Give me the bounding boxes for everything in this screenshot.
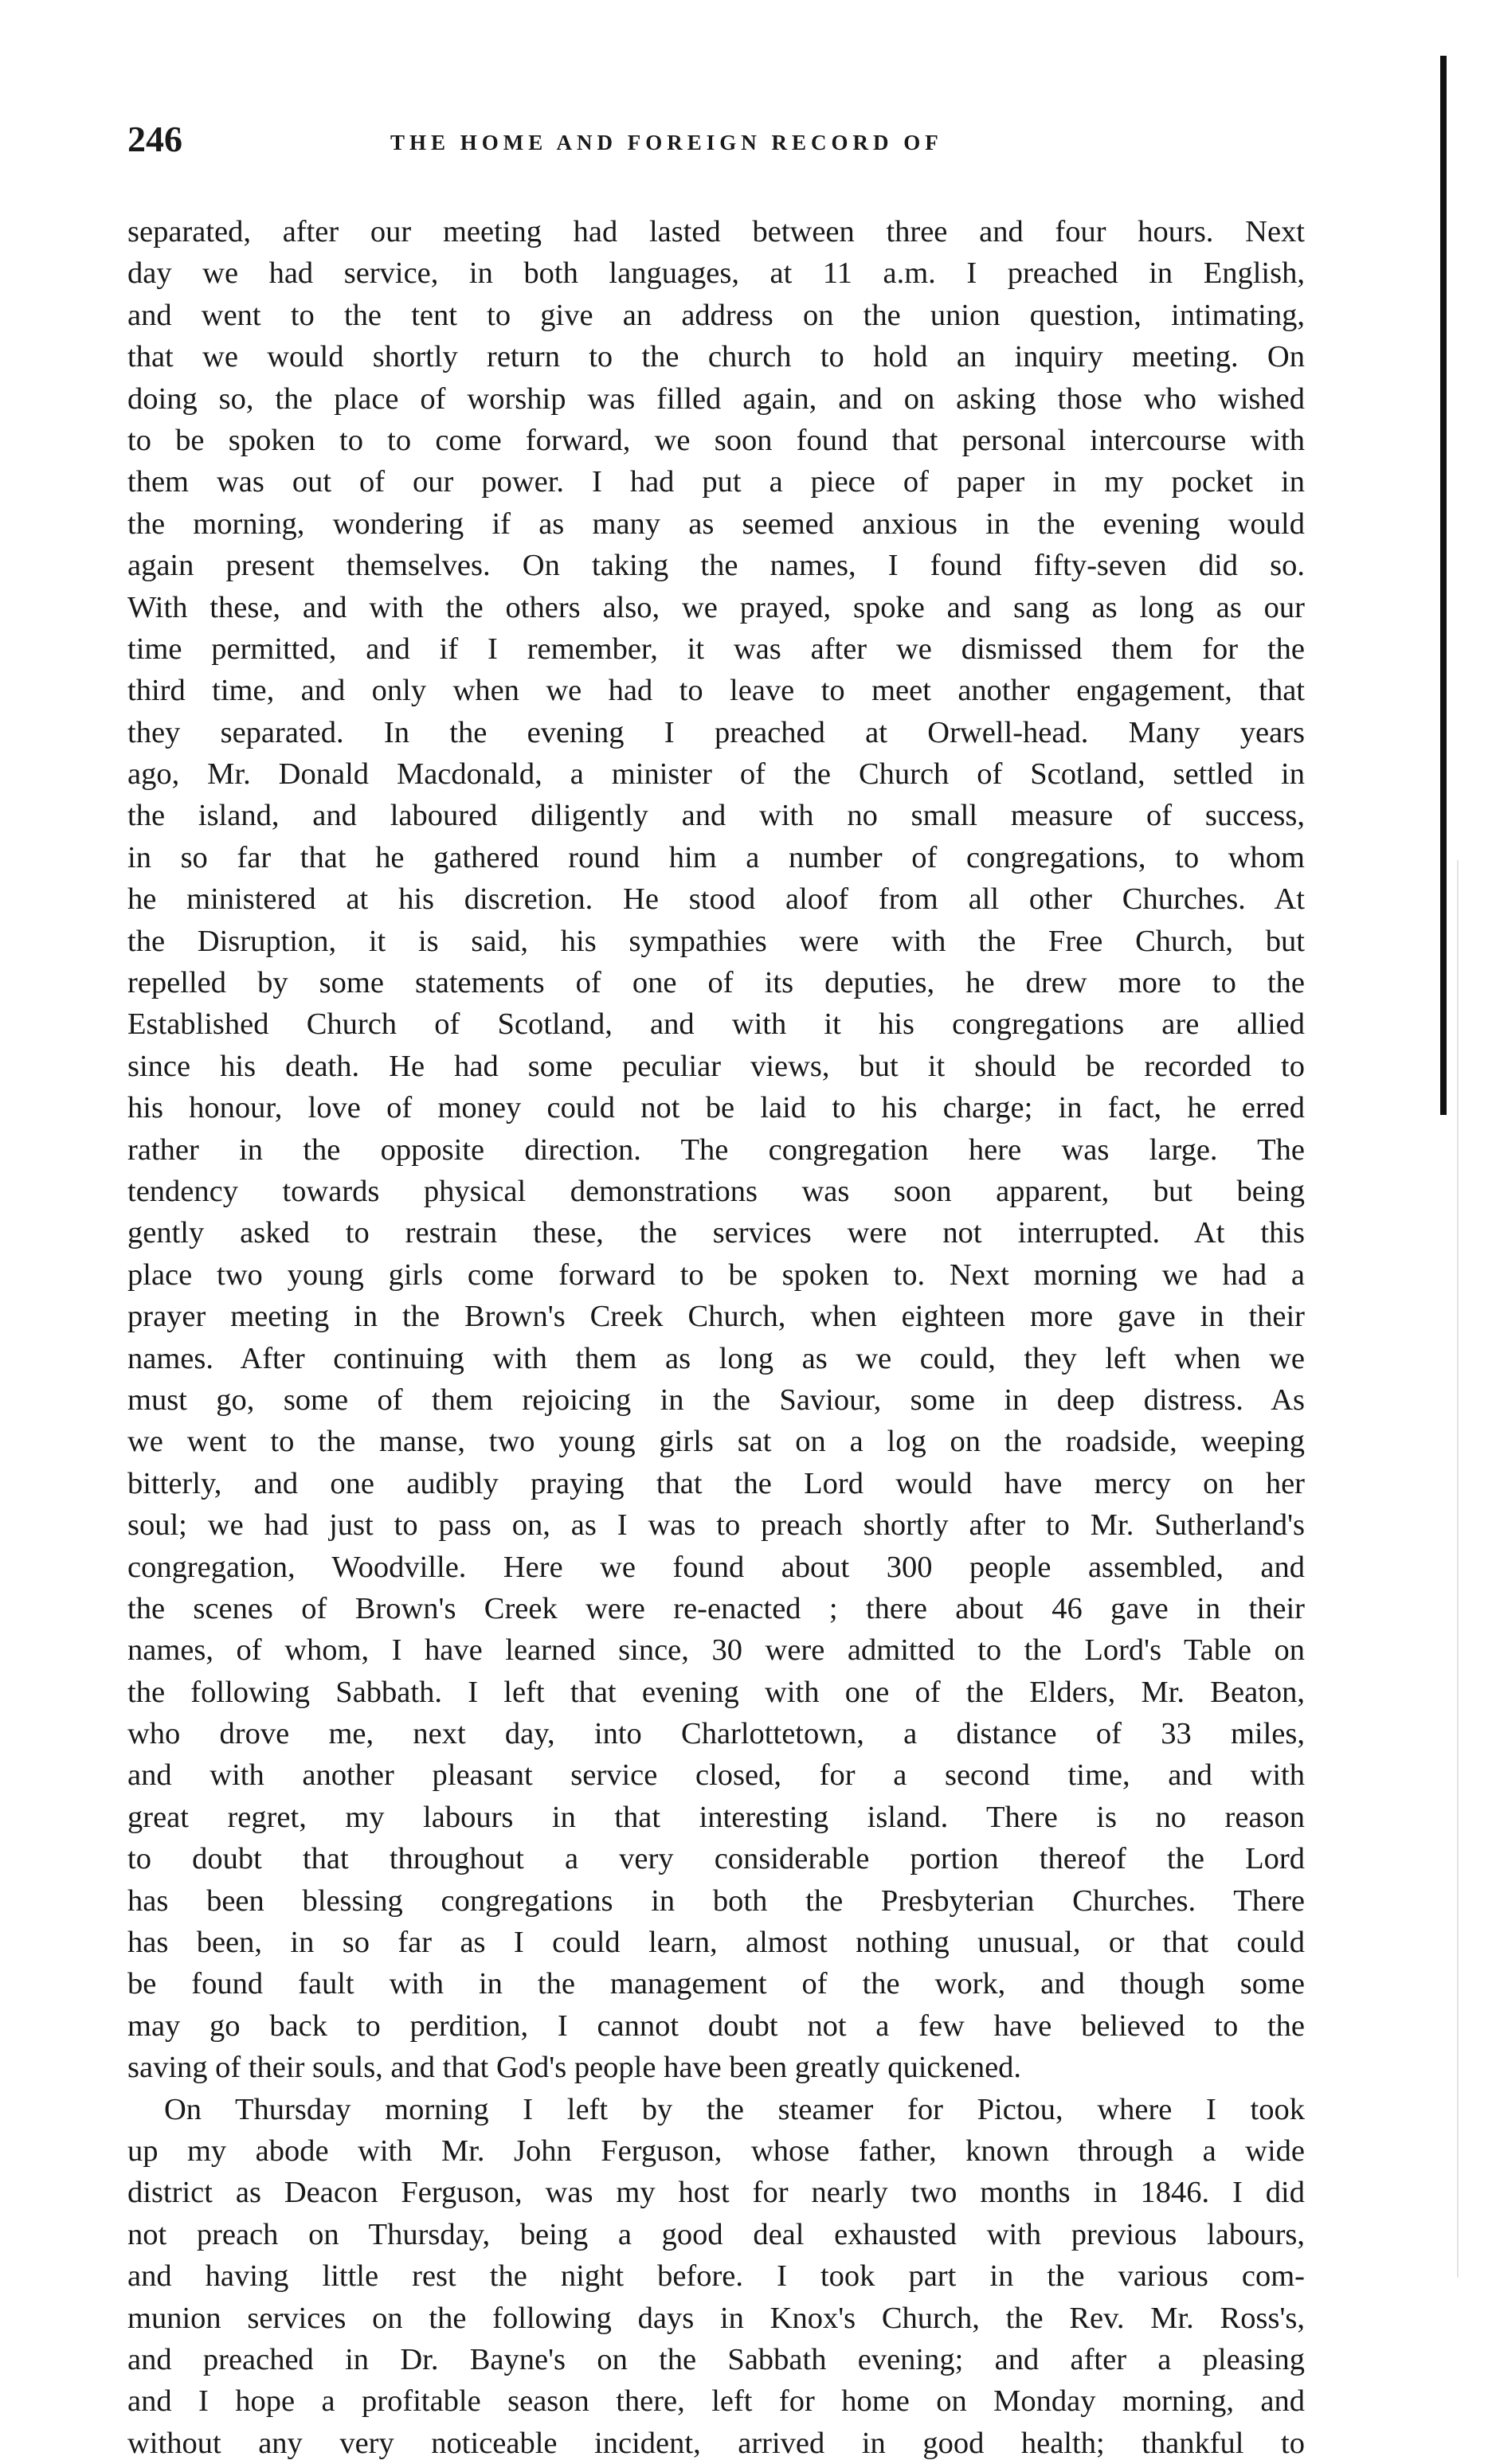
- text-line: has been, in so far as I could learn, almost nothing unusual, or that could: [127, 1926, 1305, 1960]
- text-line: to doubt that throughout a very considerable portion thereof the Lord: [127, 1842, 1305, 1876]
- text-line: doing so, the place of worship was filled again, and on asking those who wished: [127, 381, 1305, 416]
- text-line: soul; we had just to pass on, as I was to preach shortly after to Mr. Sutherland's: [127, 1508, 1305, 1543]
- text-line: third time, and only when we had to leave to meet another engagement, that: [127, 674, 1305, 708]
- text-line: he ministered at his discretion. He stood aloof from all other Churches. At: [127, 882, 1305, 917]
- text-line: district as Deacon Ferguson, was my host for nearly two months in 1846. I did: [127, 2176, 1305, 2210]
- text-line: to be spoken to to come forward, we soon found that personal intercourse with: [127, 423, 1305, 457]
- text-line: On Thursday morning I left by the steamer for Pictou, where I took: [164, 2092, 1305, 2126]
- text-line: the island, and laboured diligently and with no small measure of success,: [127, 799, 1305, 833]
- text-line: since his death. He had some peculiar views, but it should be recorded to: [127, 1049, 1305, 1083]
- text-line: names, of whom, I have learned since, 30 were admitted to the Lord's Table on: [127, 1633, 1305, 1668]
- text-line: that we would shortly return to the church to hold an inquiry meeting. On: [127, 340, 1305, 374]
- text-line: the Disruption, it is said, his sympathies were with the Free Church, but: [127, 924, 1305, 958]
- text-line: them was out of our power. I had put a piece of paper in my pocket in: [127, 465, 1305, 499]
- scan-edge-shadow: [1457, 860, 1459, 2278]
- text-line: has been blessing congregations in both the Presbyterian Churches. There: [127, 1883, 1305, 1918]
- text-line: repelled by some statements of one of its deputies, he drew more to the: [127, 966, 1305, 1000]
- text-line: the following Sabbath. I left that evening with one of the Elders, Mr. Beaton,: [127, 1675, 1305, 1709]
- text-line: they separated. In the evening I preached at Orwell-head. Many years: [127, 715, 1305, 749]
- text-line: tendency towards physical demonstrations was soon apparent, but being: [127, 1174, 1305, 1208]
- text-line: up my abode with Mr. John Ferguson, whose father, known through a wide: [127, 2134, 1305, 2168]
- text-line: munion services on the following days in Knox's Church, the Rev. Mr. Ross's,: [127, 2301, 1305, 2335]
- text-line: who drove me, next day, into Charlottetown, a distance of 33 miles,: [127, 1717, 1305, 1751]
- text-line: and having little rest the night before. I took part in the various com-: [127, 2259, 1305, 2294]
- body-text: [127, 211, 1305, 2464]
- text-line: and went to the tent to give an address on the union question, intimating,: [127, 298, 1305, 332]
- page-number: 246: [127, 119, 182, 159]
- text-line: may go back to perdition, I cannot doubt not a few have believed to the: [127, 2008, 1305, 2043]
- text-line: Established Church of Scotland, and with it his congregations are allied: [127, 1007, 1305, 1042]
- text-line: be found fault with in the management of the work, and though some: [127, 1967, 1305, 2001]
- text-line: we went to the manse, two young girls sat on a log on the roadside, weeping: [127, 1425, 1305, 1459]
- text-line: With these, and with the others also, we prayed, spoke and sang as long as our: [127, 590, 1305, 624]
- text-line: congregation, Woodville. Here we found about 300 people assembled, and: [127, 1550, 1305, 1584]
- text-line: place two young girls come forward to be spoken to. Next morning we had a: [127, 1257, 1305, 1292]
- text-line: not preach on Thursday, being a good deal exhausted with previous labours,: [127, 2217, 1305, 2251]
- text-line: the morning, wondering if as many as seemed anxious in the evening would: [127, 506, 1305, 541]
- text-line: must go, some of them rejoicing in the Saviour, some in deep distress. As: [127, 1383, 1305, 1417]
- text-line: day we had service, in both languages, at 11 a.m. I preached in English,: [127, 256, 1305, 291]
- scan-edge-rule: [1440, 56, 1447, 1115]
- text-line: time permitted, and if I remember, it was after we dismissed them for the: [127, 632, 1305, 666]
- text-line: his honour, love of money could not be laid to his charge; in fact, he erred: [127, 1091, 1305, 1125]
- text-line: again present themselves. On taking the names, I found fifty-seven did so.: [127, 549, 1305, 583]
- text-line: prayer meeting in the Brown's Creek Church, when eighteen more gave in their: [127, 1300, 1305, 1334]
- text-line: rather in the opposite direction. The congregation here was large. The: [127, 1132, 1305, 1167]
- running-head: THE HOME AND FOREIGN RECORD OF: [390, 131, 943, 154]
- text-line: and preached in Dr. Bayne's on the Sabbath evening; and after a pleasing: [127, 2342, 1305, 2376]
- text-line: names. After continuing with them as long as we could, they left when we: [127, 1341, 1305, 1375]
- text-line: saving of their souls, and that God's people have been greatly quickened.: [127, 2051, 1022, 2085]
- text-line: separated, after our meeting had lasted between three and four hours. Next: [127, 215, 1305, 248]
- text-line: ago, Mr. Donald Macdonald, a minister of the Church of Scotland, settled in: [127, 757, 1305, 792]
- text-line: the scenes of Brown's Creek were re-enacted ; there about 46 gave in their: [127, 1591, 1305, 1625]
- text-line: and I hope a profitable season there, left for home on Monday morning, and: [127, 2384, 1305, 2419]
- text-line: bitterly, and one audibly praying that the Lord would have mercy on her: [127, 1466, 1305, 1500]
- text-line: in so far that he gathered round him a number of congregations, to whom: [127, 840, 1305, 874]
- text-line: great regret, my labours in that interesting island. There is no reason: [127, 1800, 1305, 1834]
- text-line: gently asked to restrain these, the services were not interrupted. At this: [127, 1216, 1305, 1250]
- text-line: and with another pleasant service closed, for a second time, and with: [127, 1758, 1305, 1793]
- page-header: [127, 115, 1306, 171]
- text-line: without any very noticeable incident, arrived in good health; thankful to: [127, 2426, 1305, 2460]
